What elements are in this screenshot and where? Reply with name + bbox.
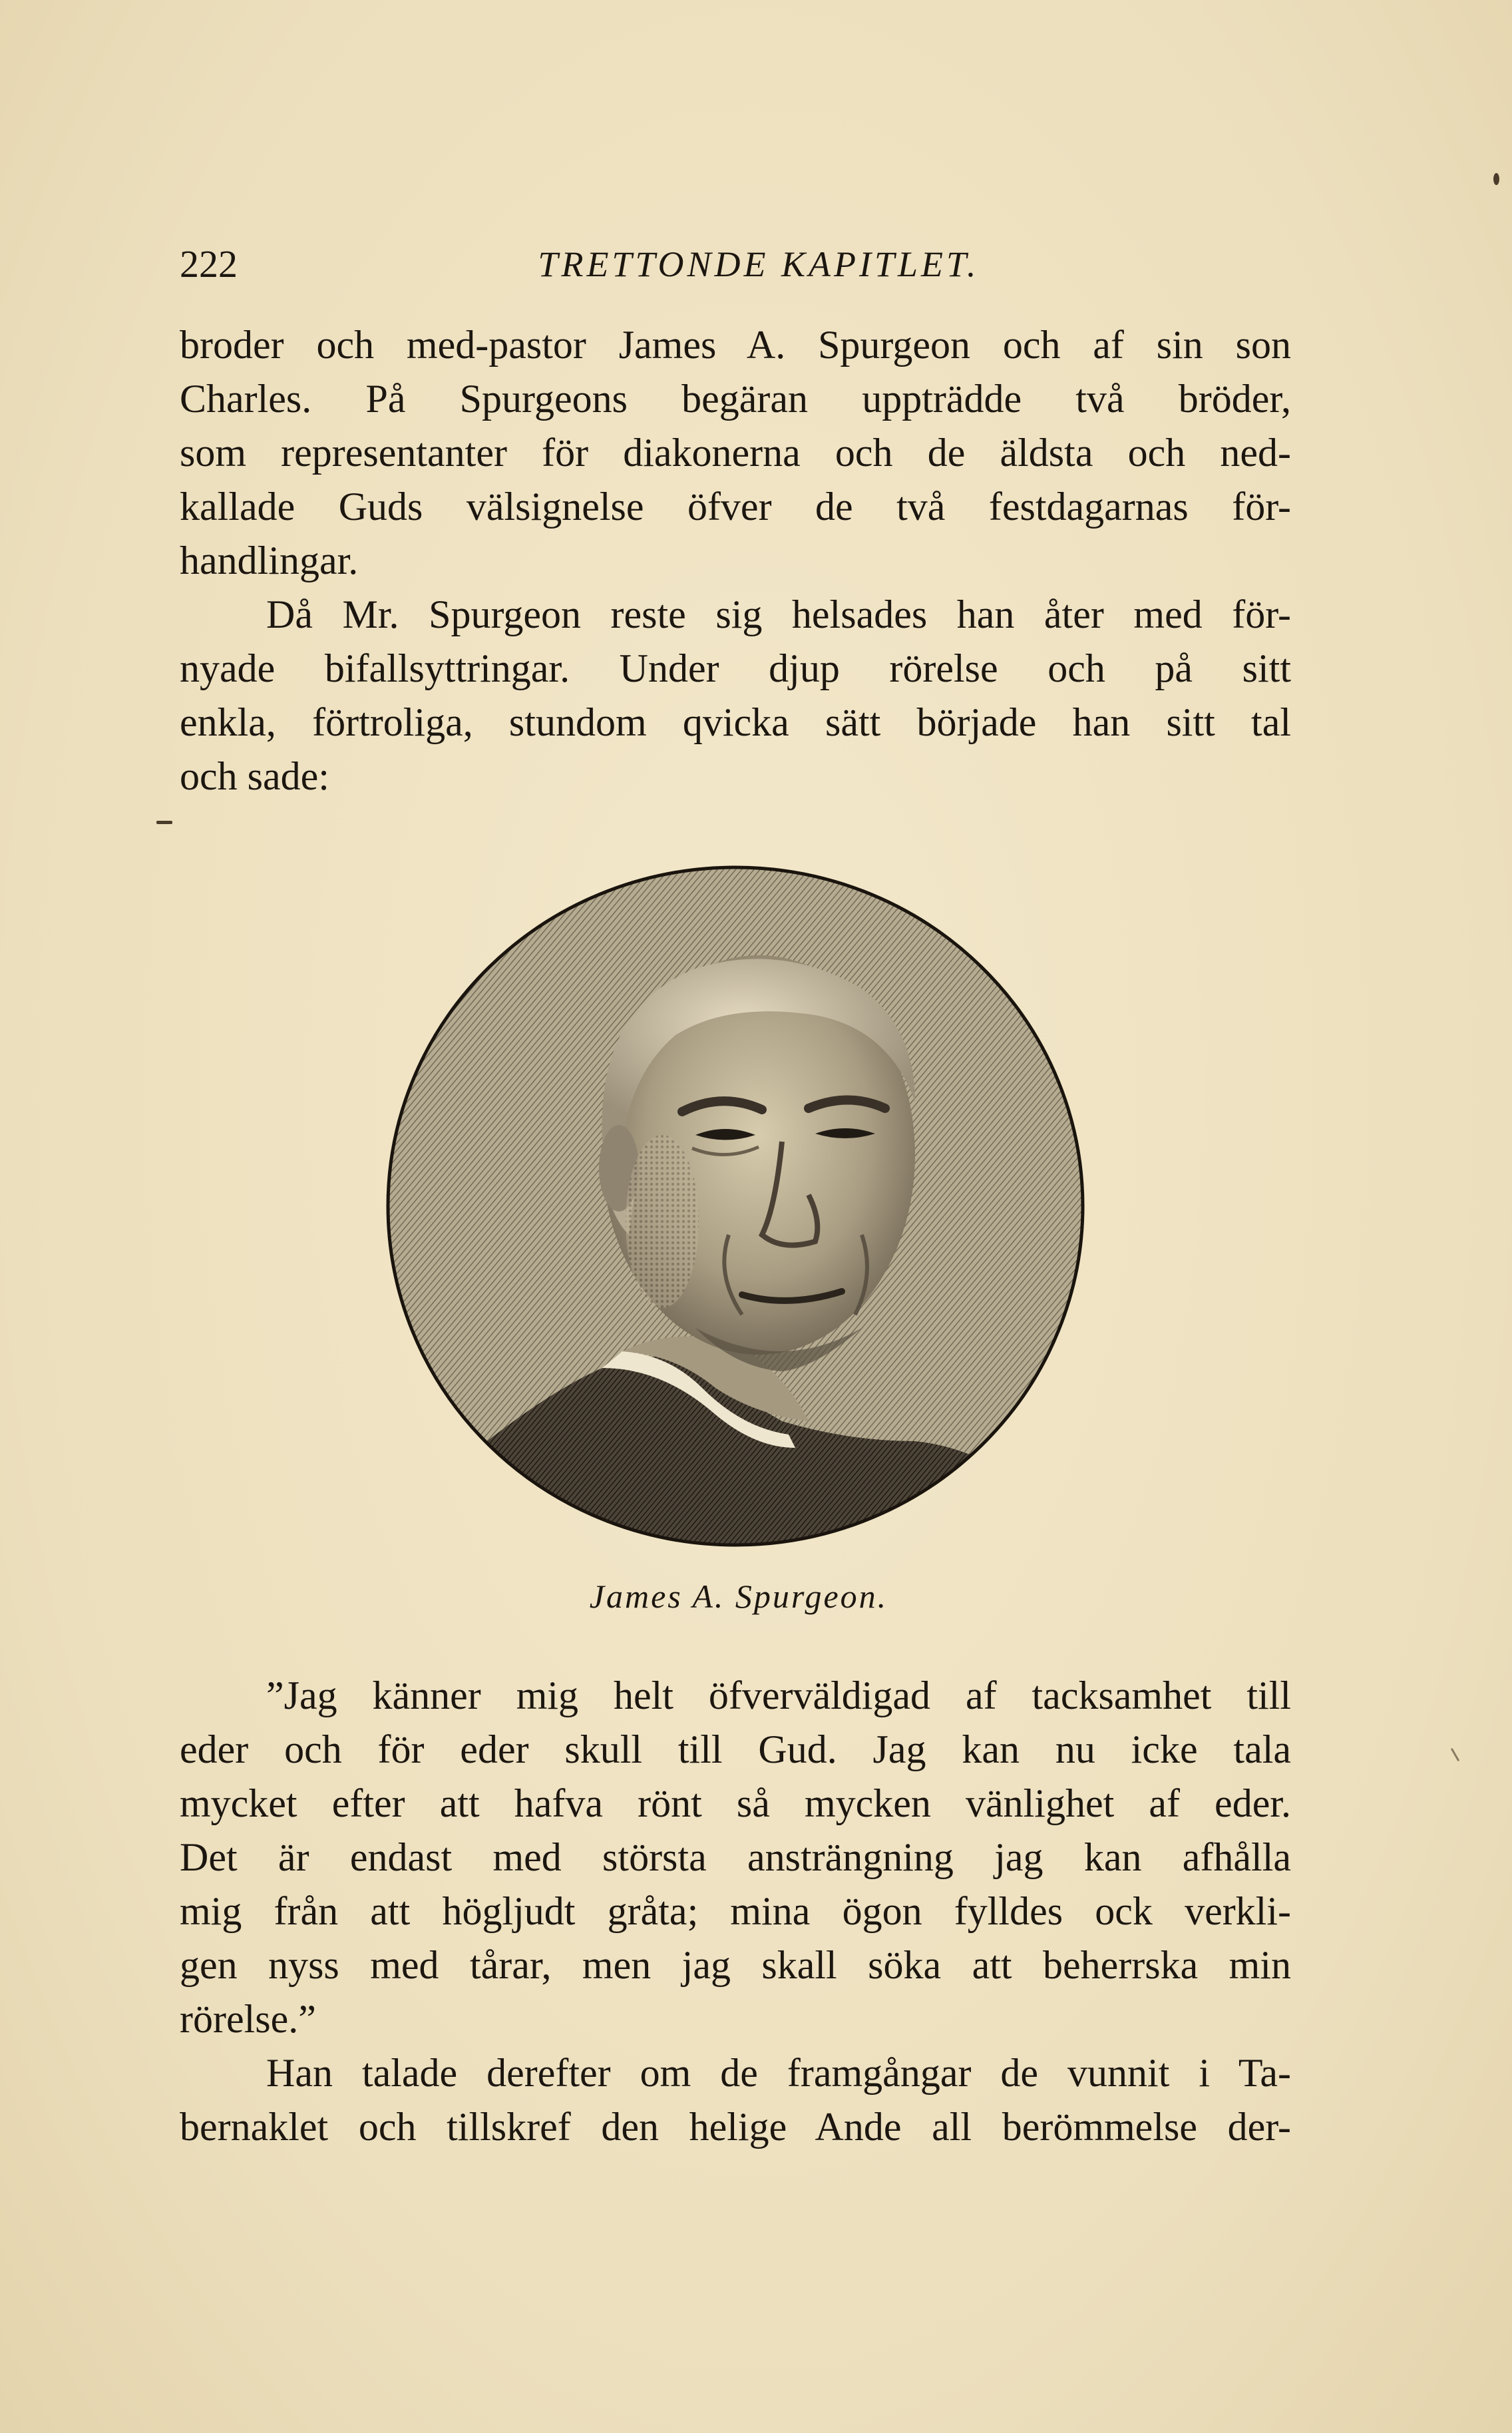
text-line: Han talade derefter om de framgångar de vunnit i Ta- xyxy=(266,2051,1291,2095)
page-header xyxy=(180,234,1298,294)
text-line: ”Jag känner mig helt öfverväldigad af tacksamhet till xyxy=(266,1673,1291,1717)
text-line: mycket efter att hafva rönt så mycken vänlighet af eder. xyxy=(180,1781,1291,1825)
paper-speck xyxy=(1493,173,1499,185)
text-block-bottom xyxy=(180,1669,1291,2154)
text-line: Då Mr. Spurgeon reste sig helsades han åter med för- xyxy=(266,592,1291,636)
text-line: gen nyss med tårar, men jag skall söka att beherrska min xyxy=(180,1943,1291,1987)
text-line: mig från att högljudt gråta; mina ögon fylldes ock verkli- xyxy=(180,1889,1291,1933)
text-line: Charles. På Spurgeons begäran uppträdde två bröder, xyxy=(180,377,1291,421)
text-line: enkla, förtroliga, stundom qvicka sätt började han sitt tal xyxy=(180,700,1291,744)
text-line: och sade: xyxy=(180,754,329,798)
portrait-engraving xyxy=(383,862,1088,1551)
text-line: Det är endast med största ansträngning jag kan afhålla xyxy=(180,1835,1291,1879)
text-line: rörelse.” xyxy=(180,1997,316,2041)
text-line: kallade Guds välsignelse öfver de två festdagarnas för- xyxy=(180,485,1291,529)
text-block-top xyxy=(180,318,1291,803)
page-number: 222 xyxy=(180,242,238,286)
running-head: TRETTONDE KAPITLET. xyxy=(538,244,980,284)
text-line: nyade bifallsyttringar. Under djup rörelse och på sitt xyxy=(180,646,1291,690)
text-line: broder och med-pastor James A. Spurgeon och af sin son xyxy=(180,323,1291,367)
text-line: handlingar. xyxy=(180,539,359,582)
text-line: som representanter för diakonerna och de äldsta och ned- xyxy=(180,431,1291,475)
figure-caption: James A. Spurgeon. xyxy=(589,1578,888,1615)
paper-speck xyxy=(156,821,172,824)
text-line: bernaklet och tillskref den helige Ande all berömmelse der- xyxy=(180,2105,1291,2149)
paper-speck xyxy=(1451,1748,1460,1762)
text-line: eder och för eder skull till Gud. Jag kan nu icke tala xyxy=(180,1727,1291,1771)
